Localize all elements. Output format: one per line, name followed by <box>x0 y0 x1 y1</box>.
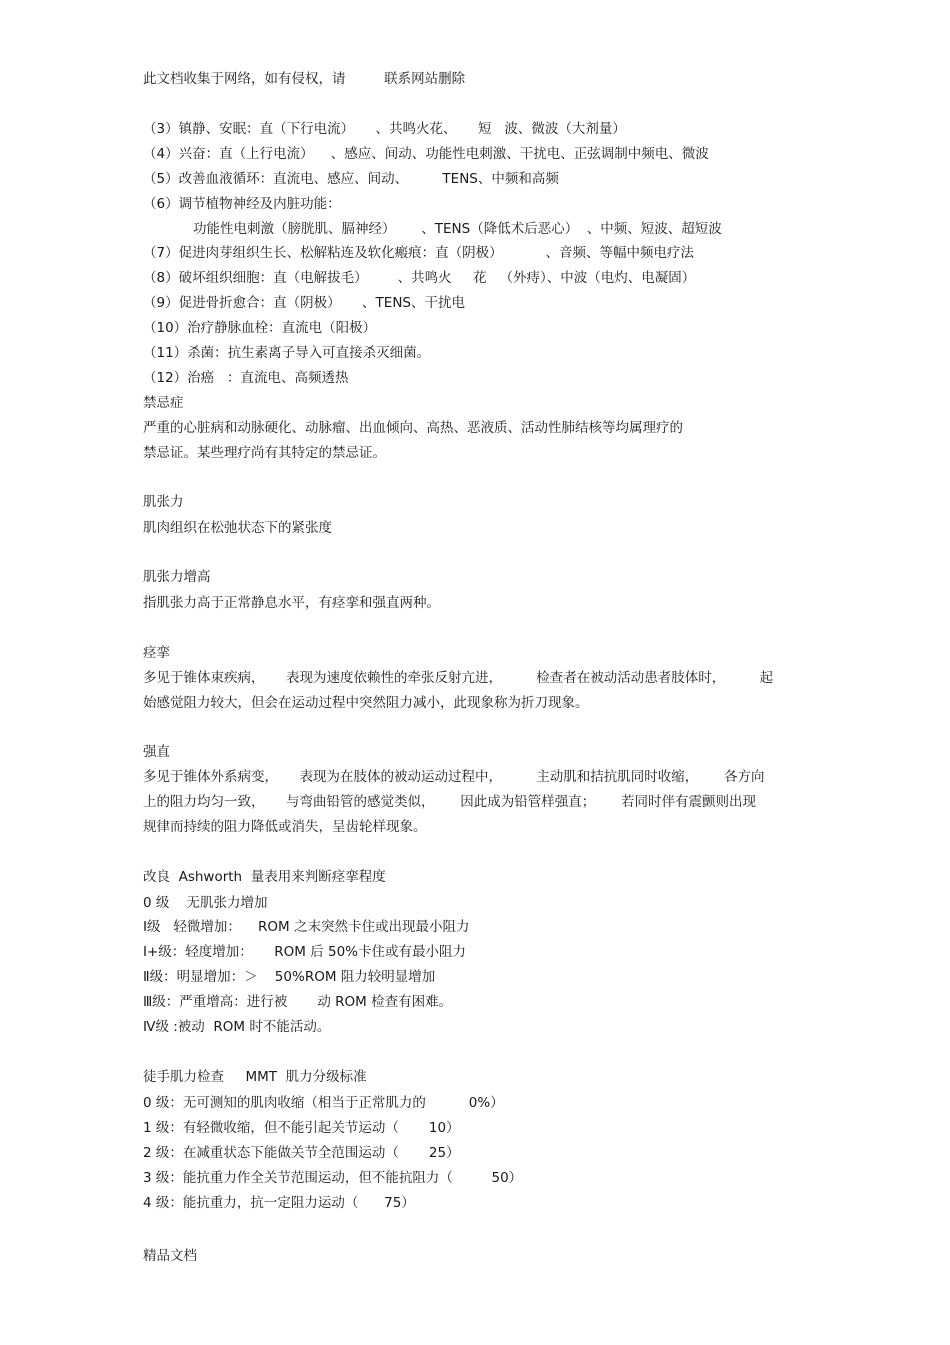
ashworth-grade-4: Ⅳ级 :被动 ROM 时不能活动。 <box>143 1019 331 1035</box>
rigidity-line: 上的阻力均匀一致， 与弯曲铅管的感觉类似， 因此成为铅管样强直； 若同时伴有震颤则出现 <box>143 794 756 810</box>
page-header: 此文档收集于网络，如有侵权，请 联系网站删除 <box>143 71 466 87</box>
treatment-item-7: （7）促进肉芽组织生长、松解粘连及软化瘢痕：直（阴极） 、音频、等幅中频电疗法 <box>143 245 695 261</box>
contraindication-heading: 禁忌症 <box>143 395 184 411</box>
mmt-grade-1: 1 级：有轻微收缩，但不能引起关节运动（ 10） <box>143 1120 460 1136</box>
treatment-item-9: （9）促进骨折愈合：直（阴极） 、TENS、干扰电 <box>143 295 465 311</box>
page-footer: 精品文档 <box>143 1248 197 1264</box>
mmt-grade-2: 2 级：在减重状态下能做关节全范围运动（ 25） <box>143 1145 460 1161</box>
treatment-item-6-detail: 功能性电刺激（膀胱肌、膈神经） 、TENS（降低术后恶心） 、中频、短波、超短波 <box>193 221 722 237</box>
mmt-heading: 徒手肌力检查 MMT 肌力分级标准 <box>143 1069 367 1085</box>
ashworth-grade-1: Ⅰ级 轻微增加： ROM 之末突然卡住或出现最小阻力 <box>143 919 470 935</box>
rigidity-line: 多见于锥体外系病变， 表现为在肢体的被动运动过程中， 主动肌和拮抗肌同时收缩， 各方向 <box>143 769 765 785</box>
mmt-grade-3: 3 级：能抗重力作全关节范围运动，但不能抗阻力（ 50） <box>143 1170 523 1186</box>
treatment-item-10: （10）治疗静脉血栓：直流电（阳极） <box>143 320 377 336</box>
ashworth-heading: 改良 Ashworth 量表用来判断痉挛程度 <box>143 869 386 885</box>
mmt-grade-0: 0 级：无可测知的肌肉收缩（相当于正常肌力的 0%） <box>143 1095 504 1111</box>
hypertonia-definition: 指肌张力高于正常静息水平，有痉挛和强直两种。 <box>143 595 440 611</box>
rigidity-heading: 强直 <box>143 744 170 760</box>
ashworth-grade-2: Ⅱ级：明显增加：＞ 50%ROM 阻力较明显增加 <box>143 969 436 985</box>
treatment-item-8: （8）破坏组织细胞：直（电解拔毛） 、共鸣火 花 （外痔）、中波（电灼、电凝固） <box>143 270 696 286</box>
ashworth-grade-0: 0 级 无肌张力增加 <box>143 895 268 911</box>
ashworth-grade-3: Ⅲ级：严重增高：进行被 动 ROM 检查有困难。 <box>143 994 453 1010</box>
spasticity-line: 多见于锥体束疾病， 表现为速度依赖性的牵张反射亢进， 检查者在被动活动患者肢体时， 起 <box>143 670 774 686</box>
treatment-item-12: （12）治癌 ：直流电、高频透热 <box>143 370 349 386</box>
hypertonia-heading: 肌张力增高 <box>143 569 211 585</box>
mmt-grade-4: 4 级：能抗重力，抗一定阻力运动（ 75） <box>143 1195 415 1211</box>
treatment-item-4: （4）兴奋：直（上行电流） 、感应、间动、功能性电刺激、干扰电、正弦调制中频电、微波 <box>143 146 709 162</box>
treatment-item-5: （5）改善血液循环：直流电、感应、间动、 TENS、中频和高频 <box>143 171 559 187</box>
spasticity-heading: 痉挛 <box>143 645 170 661</box>
muscle-tone-definition: 肌肉组织在松弛状态下的紧张度 <box>143 520 332 536</box>
contraindication-line: 禁忌证。某些理疗尚有其特定的禁忌证。 <box>143 445 386 461</box>
spasticity-line: 始感觉阻力较大，但会在运动过程中突然阻力减小，此现象称为折刀现象。 <box>143 695 589 711</box>
ashworth-grade-1-plus: Ⅰ+级：轻度增加： ROM 后 50%卡住或有最小阻力 <box>143 944 466 960</box>
rigidity-line: 规律而持续的阻力降低或消失，呈齿轮样现象。 <box>143 819 427 835</box>
treatment-item-11: （11）杀菌：抗生素离子导入可直接杀灭细菌。 <box>143 345 431 361</box>
contraindication-line: 严重的心脏病和动脉硬化、动脉瘤、出血倾向、高热、恶液质、活动性肺结核等均属理疗的 <box>143 420 683 436</box>
treatment-item-6: （6）调节植物神经及内脏功能： <box>143 196 341 212</box>
muscle-tone-heading: 肌张力 <box>143 494 184 510</box>
treatment-item-3: （3）镇静、安眠：直（下行电流） 、共鸣火花、 短 波、微波（大剂量） <box>143 121 626 137</box>
